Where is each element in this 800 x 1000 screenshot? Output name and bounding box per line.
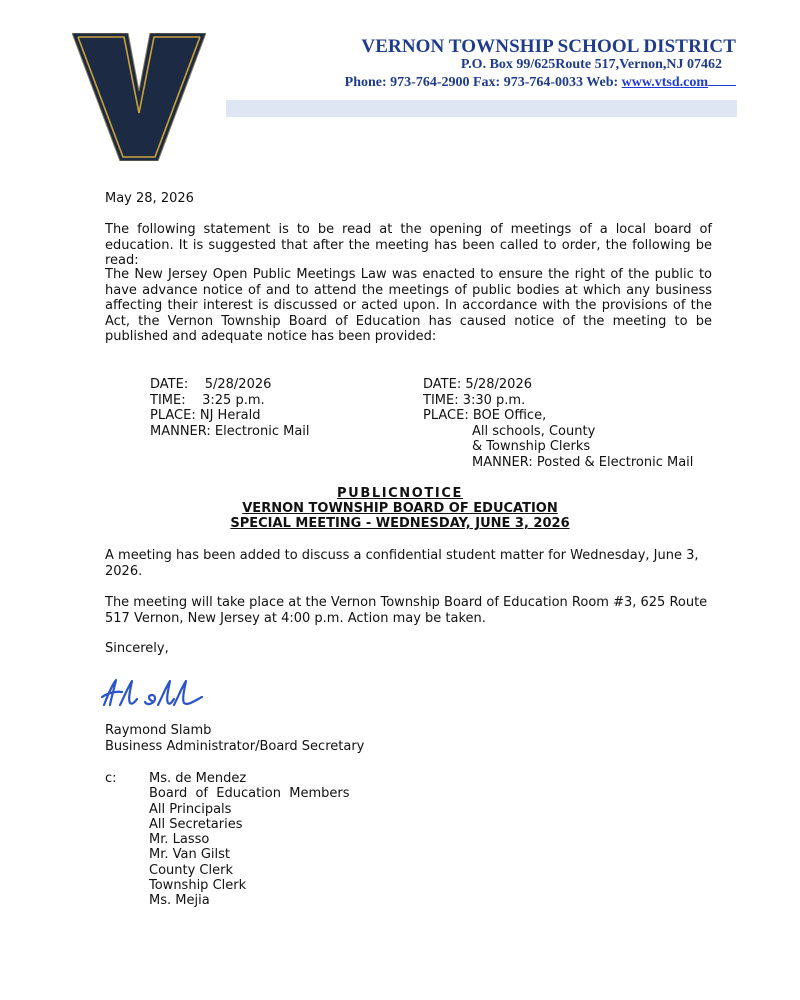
- intro-paragraph: The following statement is to be read at the opening of meetings of a local board of education. It is suggested that after the meeting has been called to order, the following be read:: [105, 222, 712, 268]
- cc-recipient: Board of Education Members: [149, 786, 350, 802]
- letter-date: May 28, 2026: [105, 191, 194, 206]
- signer-name: Raymond Slamb: [105, 723, 212, 738]
- signer-title: Business Administrator/Board Secretary: [105, 738, 365, 754]
- cc-recipient: Township Clerk: [149, 878, 247, 894]
- district-contact: [345, 73, 736, 91]
- cc-list: [149, 771, 350, 909]
- notice-place-line: All schools, County: [472, 423, 596, 439]
- cc-recipient: All Secretaries: [149, 816, 243, 832]
- cc-label: c:: [105, 771, 117, 786]
- notice-manner: MANNER: Electronic Mail: [150, 423, 310, 439]
- signature: [98, 675, 208, 711]
- notice-date: DATE: 5/28/2026: [150, 377, 272, 392]
- cc-recipient: Ms. Mejia: [149, 893, 210, 909]
- notice-time: TIME: 3:30 p.m.: [423, 392, 526, 408]
- notice-manner: MANNER: Posted & Electronic Mail: [472, 454, 694, 470]
- signer-block: [105, 723, 712, 754]
- header-bar: [226, 100, 737, 117]
- cc-recipient: County Clerk: [149, 862, 233, 878]
- public-notice-heading: PUBLICNOTICE: [337, 486, 463, 501]
- district-name: VERNON TOWNSHIP SCHOOL DISTRICT: [361, 36, 736, 57]
- website-link[interactable]: www.vtsd.com: [621, 75, 708, 90]
- board-heading: VERNON TOWNSHIP BOARD OF EDUCATION: [242, 501, 558, 516]
- meeting-heading: SPECIAL MEETING - WEDNESDAY, JUNE 3, 2026: [230, 516, 570, 531]
- notice-place: PLACE: BOE Office,: [423, 408, 547, 423]
- meeting-location: The meeting will take place at the Vernon Township Board of Education Room #3, 625 Route 517 Vernon, New Jersey at 4:00 p.m. Action may be taken.: [105, 595, 708, 626]
- phone-fax-text: Phone: 973-764-2900 Fax: 973-764-0033 Web:: [344, 75, 622, 90]
- notice-details-right: [423, 377, 693, 470]
- cc-recipient: All Principals: [149, 801, 232, 817]
- district-logo: [72, 33, 206, 161]
- notice-place: PLACE: NJ Herald: [150, 408, 261, 423]
- link-underline: [708, 73, 736, 86]
- cc-recipient: Ms. de Mendez: [149, 771, 247, 786]
- opma-statement: The New Jersey Open Public Meetings Law was enacted to ensure the right of the public to have advance notice of and to attend the meetings of public bodies at which any business affecting their interest is discussed or acted upon. In accordance with the provisions of the Act, the Vernon Township Board of Education has caused notice of the meeting to be published and adequate notice has been provided:: [105, 267, 712, 344]
- notice-time: TIME: 3:25 p.m.: [150, 392, 265, 408]
- notice-place-line: & Township Clerks: [472, 439, 591, 454]
- meeting-purpose: A meeting has been added to discuss a confidential student matter for Wednesday, June 3, 2026.: [105, 548, 699, 579]
- cc-recipient: Mr. Lasso: [149, 832, 210, 848]
- district-address: P.O. Box 99/625Route 517,Vernon,NJ 07462: [460, 57, 722, 72]
- notice-date: DATE: 5/28/2026: [423, 377, 532, 392]
- cc-recipient: Mr. Van Gilst: [149, 847, 231, 863]
- closing: Sincerely,: [105, 641, 169, 656]
- notice-details-left: [150, 377, 310, 439]
